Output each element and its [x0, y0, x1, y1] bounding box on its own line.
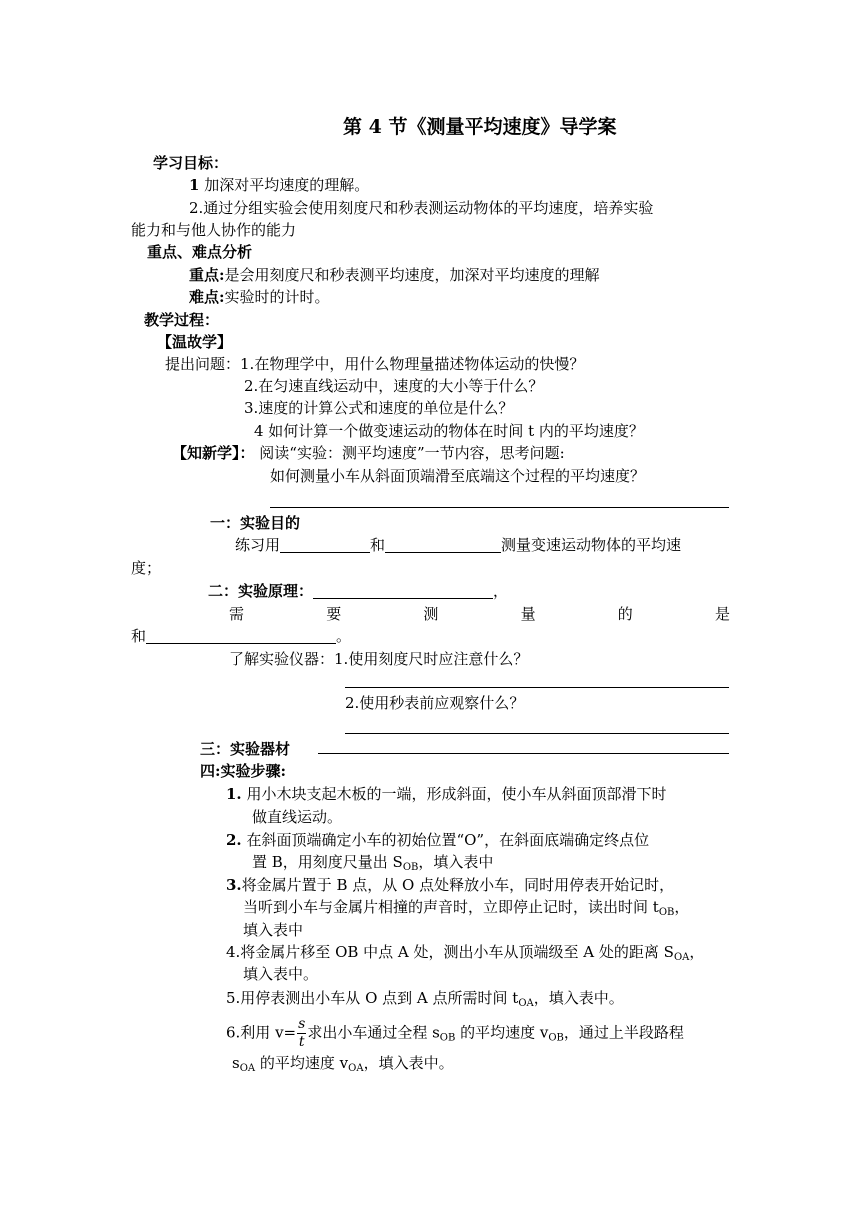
step-6-subscript-4: OA — [348, 1063, 364, 1074]
purpose-text-c: 测量变速运动物体的平均速 — [501, 536, 682, 554]
step-2-number: 2. — [226, 831, 242, 849]
measure-word-5: 的 — [617, 605, 633, 623]
purpose-blank-2[interactable] — [385, 536, 501, 553]
new-learning-heading: 【知新学】： — [172, 444, 255, 462]
step-6-text-e: s — [232, 1054, 240, 1072]
question-1: 1.在物理学中，用什么物理量描述物体运动的快慢？ — [240, 355, 585, 373]
step-6-text-f: 的平均速度 v — [255, 1054, 349, 1072]
purpose-text-b: 和 — [370, 536, 386, 554]
measure-word-4: 量 — [520, 605, 536, 623]
section-1-line — [235, 534, 681, 556]
step-4-subscript: OA — [673, 952, 690, 963]
step-3-text-b: ， — [674, 898, 690, 916]
fraction-denominator: t — [298, 1034, 305, 1050]
review-prompt: 提出问题： — [165, 355, 241, 373]
section-3-heading: 三：实验器材 — [200, 740, 291, 758]
instrument-question-1 — [229, 648, 528, 670]
goal-1-number: 1 — [189, 176, 200, 194]
step-3-line2 — [243, 896, 689, 918]
equipment-answer-line[interactable] — [318, 753, 729, 754]
focus-difficulty-label: 难点: — [189, 288, 225, 306]
focus-key-text: 是会用刻度尺和秒表测平均速度，加深对平均速度的理解 — [224, 266, 600, 284]
step-6-subscript-1: OB — [439, 1032, 456, 1044]
step-6-text-d: ，通过上半段路程 — [563, 1023, 684, 1042]
section-4-heading: 四:实验步骤: — [200, 762, 287, 780]
step-3-line1 — [226, 874, 674, 896]
focus-key-label: 重点: — [189, 266, 225, 284]
step-2-text-b: ，填入表中 — [418, 853, 494, 871]
fraction-numerator: s — [298, 1016, 306, 1032]
goal-1 — [189, 174, 369, 196]
measure-line-2 — [131, 625, 351, 647]
section-2-heading: 二：实验原理： — [208, 582, 314, 600]
answer-line-2[interactable] — [345, 687, 729, 688]
instrument-prompt: 了解实验仪器： — [229, 650, 335, 668]
measure-word-1: 需 — [229, 605, 245, 623]
goals-heading: 学习目标： — [153, 154, 229, 172]
step-6-subscript-3: OA — [239, 1063, 256, 1074]
step-5-subscript: OA — [518, 998, 534, 1009]
measure-word-6: 是 — [714, 605, 730, 623]
measure-line — [229, 603, 730, 625]
focus-key — [189, 264, 600, 286]
step-4-line1 — [226, 941, 704, 963]
measure-period: 。 — [336, 627, 352, 645]
step-2-subscript: OB — [402, 862, 419, 873]
step-3-subscript: OB — [658, 907, 675, 918]
focus-difficulty — [189, 286, 330, 308]
step-2-line1 — [226, 829, 649, 851]
goal-2-line2: 能力和与他人协作的能力 — [131, 221, 297, 239]
step-3-text: 将金属片置于 B 点，从 O 点处释放小车，同时用停表开始记时， — [241, 876, 675, 894]
review-heading: 【温故学】 — [157, 333, 233, 351]
new-learning-text: 阅读“实验：测平均速度”一节内容，思考问题: — [254, 444, 565, 462]
measure-and: 和 — [131, 627, 147, 645]
review-question-1 — [165, 353, 584, 375]
step-1-text: 用小木块支起木板的一端，形成斜面，使小车从斜面顶部滑下时 — [246, 785, 667, 803]
new-learning — [172, 442, 565, 464]
purpose-blank-1[interactable] — [280, 536, 370, 553]
section-2-principle — [208, 580, 508, 602]
step-6-text-c: 的平均速度 v — [455, 1023, 549, 1042]
step-4-text-a: 4.将金属片移至 OB 中点 A 处，测出小车从顶端级至 A 处的距离 S — [226, 943, 674, 961]
principle-blank[interactable] — [313, 582, 493, 599]
step-1-line1 — [226, 783, 666, 805]
step-6-line2 — [232, 1052, 454, 1074]
focus-heading: 重点、难点分析 — [147, 243, 253, 261]
new-learning-question: 如何测量小车从斜面顶端滑至底端这个过程的平均速度？ — [270, 467, 646, 485]
step-5-text-a: 5.用停表测出小车从 O 点到 A 点所需时间 t — [226, 989, 519, 1007]
process-heading: 教学过程： — [144, 311, 220, 329]
ruler-question: 1.使用刻度尺时应注意什么？ — [334, 650, 529, 668]
step-6-subscript-2: OB — [548, 1032, 564, 1044]
step-6-line1 — [226, 1016, 684, 1051]
principle-comma: ， — [493, 582, 509, 600]
step-3-number: 3. — [226, 876, 242, 894]
page-title: 第 4 节《测量平均速度》导学案 — [343, 116, 617, 138]
stopwatch-question: 2.使用秒表前应观察什么？ — [345, 694, 525, 712]
step-2-text-a: 置 B，用刻度尺量出 S — [252, 853, 403, 871]
step-5-text-b: ，填入表中。 — [533, 989, 624, 1007]
section-1-line-end: 度； — [131, 559, 162, 577]
step-3-line3: 填入表中 — [243, 921, 304, 939]
goal-2-line1: 2.通过分组实验会使用刻度尺和秒表测运动物体的平均速度，培养实验 — [189, 199, 654, 217]
section-1-heading: 一：实验目的 — [210, 514, 301, 532]
step-3-text-a: 当听到小车与金属片相撞的声音时，立即停止记时，读出时间 t — [243, 898, 659, 916]
question-3: 3.速度的计算公式和速度的单位是什么？ — [244, 399, 514, 417]
answer-line-3[interactable] — [345, 733, 729, 734]
focus-difficulty-text: 实验时的计时。 — [224, 288, 330, 306]
step-1-line2: 做直线运动。 — [252, 808, 343, 826]
step-5 — [226, 987, 624, 1009]
step-1-number: 1. — [226, 785, 242, 803]
step-6-text-a: 6.利用 v= — [226, 1023, 297, 1042]
step-6-text-g: ，填入表中。 — [363, 1054, 454, 1072]
step-2-line2 — [252, 851, 493, 873]
measure-word-3: 测 — [423, 605, 439, 623]
question-4: 4 如何计算一个做变速运动的物体在时间 t 内的平均速度？ — [254, 422, 644, 440]
purpose-text-a: 练习用 — [235, 536, 281, 554]
question-2: 2.在匀速直线运动中，速度的大小等于什么？ — [244, 377, 544, 395]
answer-line-1[interactable] — [270, 507, 729, 508]
step-4-line2: 填入表中。 — [243, 965, 319, 983]
measure-blank[interactable] — [146, 627, 336, 644]
velocity-formula-fraction — [297, 1016, 306, 1051]
step-4-text-b: ， — [689, 943, 705, 961]
measure-word-2: 要 — [326, 605, 342, 623]
goal-1-text: 加深对平均速度的理解。 — [199, 176, 370, 194]
step-6-text-b: 求出小车通过全程 s — [307, 1023, 440, 1042]
step-2-text: 在斜面顶端确定小车的初始位置“O”，在斜面底端确定终点位 — [246, 831, 650, 849]
